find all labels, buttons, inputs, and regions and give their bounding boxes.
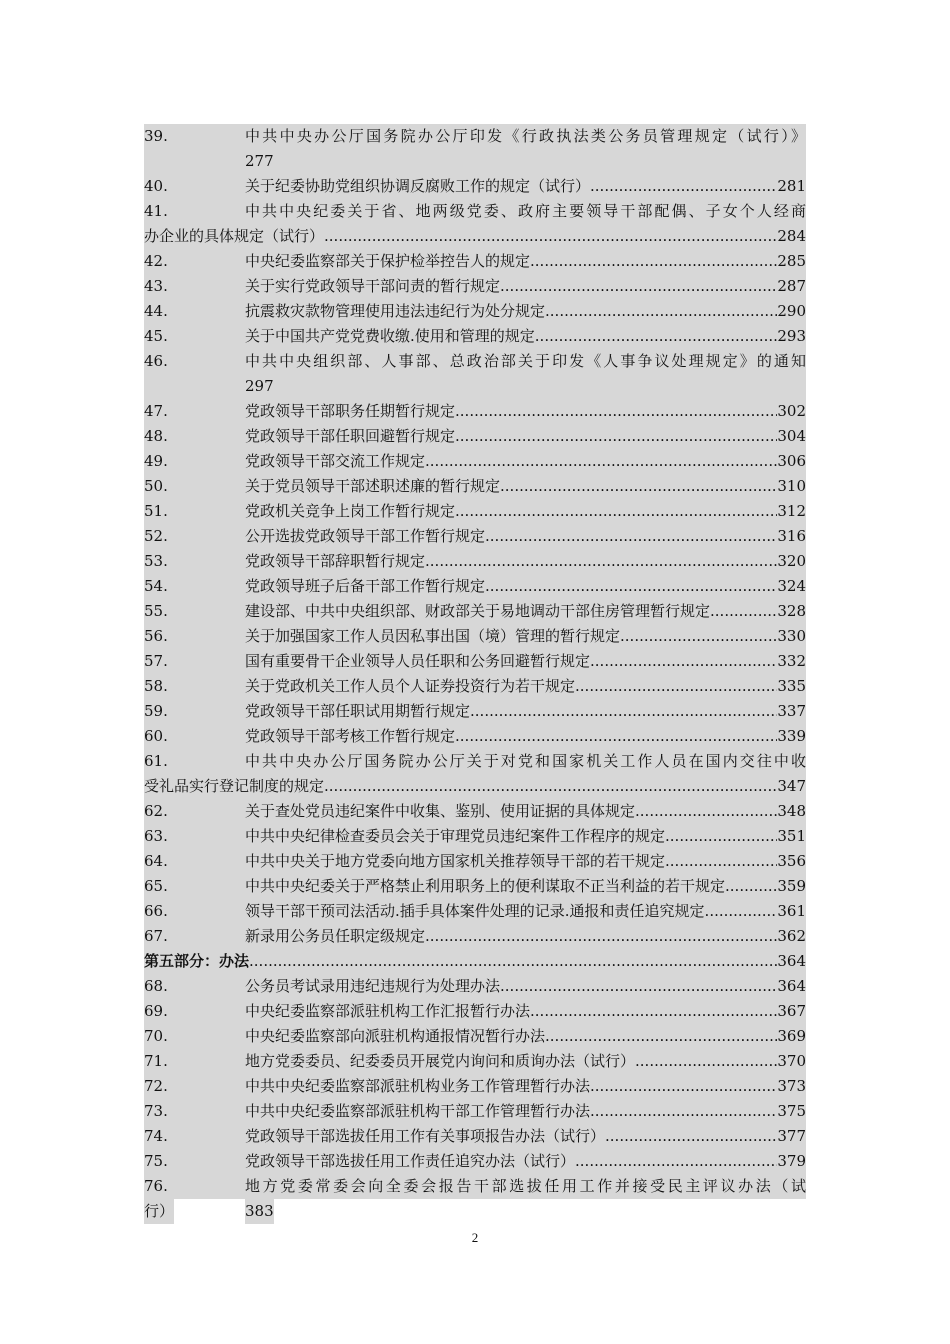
- toc-entry: [144, 1149, 806, 1174]
- toc-title: 关于党政机关工作人员个人证券投资行为若干规定: [245, 677, 576, 695]
- toc-title: 党政领导干部任职试用期暂行规定: [245, 702, 471, 720]
- toc-leader-dots: [530, 249, 777, 274]
- toc-entry: [144, 324, 806, 349]
- toc-page-number: 297: [245, 377, 274, 395]
- toc-entry: [144, 899, 806, 924]
- toc-entry-text: [245, 849, 806, 874]
- toc-number: 39.: [144, 127, 168, 145]
- toc-title: 中共中央关于地方党委向地方国家机关推荐领导干部的若干规定: [245, 852, 666, 870]
- toc-leader-dots: [425, 924, 777, 949]
- toc-entry-text: [245, 524, 806, 549]
- toc-page-number: 367: [777, 1002, 806, 1020]
- toc-number: 67.: [144, 927, 168, 945]
- toc-page-number: 364: [777, 977, 806, 995]
- toc-entry-text: [245, 324, 806, 349]
- toc-leader-dots: [324, 224, 777, 249]
- toc-title: 国有重要骨干企业领导人员任职和公务回避暂行规定: [245, 652, 591, 670]
- toc-title: 抗震救灾款物管理使用违法违纪行为处分规定: [245, 302, 546, 320]
- toc-title: 地方党委委员、纪委委员开展党内询问和质询办法（试行）: [245, 1052, 636, 1070]
- toc-leader-dots: [590, 1099, 777, 1124]
- toc-entry: [144, 174, 806, 199]
- toc-number: 71.: [144, 1052, 168, 1070]
- toc-leader-dots: [425, 449, 777, 474]
- toc-entry-text: [245, 249, 806, 274]
- toc-page-number: 373: [777, 1077, 806, 1095]
- toc-title: 中央纪委监察部派驻机构工作汇报暂行办法: [245, 1002, 531, 1020]
- toc-number: 75.: [144, 1152, 168, 1170]
- toc-page-number: 293: [777, 327, 806, 345]
- toc-entry-text: [245, 149, 806, 174]
- toc-entry-text: [245, 724, 806, 749]
- toc-entry: [144, 299, 806, 324]
- toc-page-number: 375: [777, 1102, 806, 1120]
- toc-page-number: 306: [777, 452, 806, 470]
- toc-page-number: 277: [245, 152, 274, 170]
- toc-entry-text: [245, 424, 806, 449]
- toc-title: 党政领导班子后备干部工作暂行规定: [245, 577, 486, 595]
- toc-leader-dots: [545, 299, 777, 324]
- toc-title: 党政领导干部职务任期暂行规定: [245, 402, 456, 420]
- toc-entry: [144, 799, 806, 824]
- toc-section: [144, 949, 806, 974]
- toc-entry-text: [245, 1199, 274, 1224]
- toc-entry: [144, 649, 806, 674]
- toc-page-number: 320: [777, 552, 806, 570]
- toc-number: 52.: [144, 527, 168, 545]
- toc-page-number: 339: [777, 727, 806, 745]
- toc-entry-text: [245, 649, 806, 674]
- toc-title: 党政领导干部辞职暂行规定: [245, 552, 426, 570]
- toc-leader-dots: [500, 974, 777, 999]
- toc-entry-text: [245, 749, 806, 774]
- toc-title: 中央纪委监察部向派驻机构通报情况暂行办法: [245, 1027, 546, 1045]
- toc-leader-dots: [705, 899, 778, 924]
- toc-title: 领导干部干预司法活动.插手具体案件处理的记录.通报和责任追究规定: [245, 902, 705, 920]
- toc-entry-text: [245, 599, 806, 624]
- toc-entry: [144, 524, 806, 549]
- toc-title: 中共中央纪委关于省、地两级党委、政府主要领导干部配偶、子女个人经商: [245, 202, 806, 220]
- toc-leader-dots: [455, 424, 777, 449]
- toc-number: 47.: [144, 402, 168, 420]
- toc-page-number: 348: [777, 802, 806, 820]
- toc-title: 第五部分：办法: [144, 952, 250, 970]
- toc-leader-dots: [605, 1124, 777, 1149]
- toc-entry-text: [245, 974, 806, 999]
- toc-entry: [144, 274, 806, 299]
- toc-leader-dots: [725, 874, 777, 899]
- toc-page-number: 332: [777, 652, 806, 670]
- toc-number: 51.: [144, 502, 168, 520]
- toc-number: 64.: [144, 852, 168, 870]
- table-of-contents: [144, 124, 806, 1224]
- page-number: 2: [471, 1230, 479, 1245]
- toc-entry-text: [245, 824, 806, 849]
- toc-title-continuation: 办企业的具体规定（试行）: [144, 227, 325, 245]
- toc-entry: [144, 974, 806, 999]
- toc-leader-dots: [535, 324, 778, 349]
- toc-entry-text: [245, 874, 806, 899]
- toc-entry-text: [245, 449, 806, 474]
- toc-leader-dots: [575, 1149, 777, 1174]
- toc-number: 74.: [144, 1127, 168, 1145]
- toc-page-number: 369: [777, 1027, 806, 1045]
- toc-title: 党政机关竞争上岗工作暂行规定: [245, 502, 456, 520]
- toc-leader-dots: [485, 574, 777, 599]
- toc-entry-text: [245, 1124, 806, 1149]
- toc-page-number: 328: [777, 602, 806, 620]
- toc-title: 建设部、中共中央组织部、财政部关于易地调动干部住房管理暂行规定: [245, 602, 711, 620]
- toc-entry-text: [245, 549, 806, 574]
- toc-entry: [144, 549, 806, 574]
- toc-title: 党政领导干部考核工作暂行规定: [245, 727, 456, 745]
- toc-number: 58.: [144, 677, 168, 695]
- toc-leader-dots: [635, 1049, 777, 1074]
- toc-entry-text: [245, 399, 806, 424]
- toc-title: 关于中国共产党党费收缴.使用和管理的规定: [245, 327, 535, 345]
- toc-entry: [144, 824, 806, 849]
- toc-page-number: 281: [777, 177, 806, 195]
- toc-leader-dots: [324, 774, 777, 799]
- toc-leader-dots: [455, 399, 777, 424]
- toc-title: 关于查处党员违纪案件中收集、鉴别、使用证据的具体规定: [245, 802, 636, 820]
- toc-page-number: 316: [777, 527, 806, 545]
- toc-title: 中共中央纪委监察部派驻机构干部工作管理暂行办法: [245, 1102, 591, 1120]
- toc-page-number: 370: [777, 1052, 806, 1070]
- toc-page-number: 361: [777, 902, 806, 920]
- toc-page-number: 310: [777, 477, 806, 495]
- toc-title: 关于纪委协助党组织协调反腐败工作的规定（试行）: [245, 177, 591, 195]
- toc-entry-text: [245, 699, 806, 724]
- toc-entry: [144, 1124, 806, 1149]
- toc-leader-dots: [470, 699, 777, 724]
- toc-number: 50.: [144, 477, 168, 495]
- toc-leader-dots: [425, 549, 777, 574]
- toc-title: 党政领导干部交流工作规定: [245, 452, 426, 470]
- toc-number: 42.: [144, 252, 168, 270]
- toc-entry: [144, 674, 806, 699]
- toc-entry: [144, 724, 806, 749]
- toc-entry-text: [245, 349, 806, 374]
- toc-entry: [144, 124, 806, 149]
- toc-title: 地方党委常委会向全委会报告干部选拔任用工作并接受民主评议办法（试: [245, 1177, 806, 1195]
- toc-entry-continuation: [144, 374, 806, 399]
- toc-page-number: 312: [777, 502, 806, 520]
- toc-number: 54.: [144, 577, 168, 595]
- toc-leader-dots: [249, 949, 777, 974]
- toc-number: 48.: [144, 427, 168, 445]
- toc-number: 61.: [144, 752, 168, 770]
- toc-leader-dots: [455, 724, 777, 749]
- toc-entry: [144, 874, 806, 899]
- toc-leader-dots: [590, 649, 777, 674]
- toc-entry-continuation: [144, 1199, 806, 1224]
- toc-page-number: 285: [777, 252, 806, 270]
- toc-leader-dots: [575, 674, 777, 699]
- toc-entry-text: [245, 499, 806, 524]
- toc-title: 中共中央纪律检查委员会关于审理党员违纪案件工作程序的规定: [245, 827, 666, 845]
- toc-entry: [144, 474, 806, 499]
- toc-leader-dots: [530, 999, 777, 1024]
- toc-number: 55.: [144, 602, 168, 620]
- toc-entry-text: [144, 774, 806, 799]
- toc-entry: [144, 424, 806, 449]
- toc-entry-text: [245, 374, 806, 399]
- toc-entry: [144, 399, 806, 424]
- toc-leader-dots: [455, 499, 777, 524]
- toc-page-number: 383: [245, 1202, 274, 1220]
- toc-leader-dots: [590, 1074, 777, 1099]
- toc-number: 43.: [144, 277, 168, 295]
- toc-entry-text: [245, 799, 806, 824]
- toc-entry: [144, 199, 806, 224]
- toc-number: 70.: [144, 1027, 168, 1045]
- toc-number: 68.: [144, 977, 168, 995]
- toc-leader-dots: [635, 799, 777, 824]
- toc-entry-text: [245, 999, 806, 1024]
- toc-entry: [144, 924, 806, 949]
- toc-page-number: 284: [777, 227, 806, 245]
- toc-title: 中共中央纪委关于严格禁止利用职务上的便利谋取不正当利益的若干规定: [245, 877, 726, 895]
- toc-title: 党政领导干部选拔任用工作有关事项报告办法（试行）: [245, 1127, 606, 1145]
- toc-number: 60.: [144, 727, 168, 745]
- toc-title: 中央纪委监察部关于保护检举控告人的规定: [245, 252, 531, 270]
- toc-number: 65.: [144, 877, 168, 895]
- toc-page-number: 379: [777, 1152, 806, 1170]
- toc-entry-text: [245, 1074, 806, 1099]
- toc-entry-text: [144, 949, 806, 974]
- toc-title: 中共中央办公厅国务院办公厅印发《行政执法类公务员管理规定（试行）》: [245, 127, 806, 145]
- toc-number: 57.: [144, 652, 168, 670]
- toc-leader-dots: [665, 849, 777, 874]
- toc-entry: [144, 1099, 806, 1124]
- toc-page-number: 359: [777, 877, 806, 895]
- toc-entry: [144, 749, 806, 774]
- toc-number: 66.: [144, 902, 168, 920]
- toc-entry-text: [245, 574, 806, 599]
- toc-page-number: 324: [777, 577, 806, 595]
- toc-page-number: 377: [777, 1127, 806, 1145]
- toc-entry-text: [245, 1174, 806, 1199]
- toc-number: 62.: [144, 802, 168, 820]
- toc-entry: [144, 699, 806, 724]
- toc-entry-text: [245, 199, 806, 224]
- toc-entry: [144, 999, 806, 1024]
- toc-number: 53.: [144, 552, 168, 570]
- toc-title: 新录用公务员任职定级规定: [245, 927, 426, 945]
- toc-entry-text: [245, 1099, 806, 1124]
- toc-leader-dots: [620, 624, 777, 649]
- toc-entry: [144, 249, 806, 274]
- toc-number: 49.: [144, 452, 168, 470]
- toc-entry-text: [245, 624, 806, 649]
- toc-page-number: 351: [777, 827, 806, 845]
- toc-title: 中共中央办公厅国务院办公厅关于对党和国家机关工作人员在国内交往中收: [245, 752, 806, 770]
- toc-number: 56.: [144, 627, 168, 645]
- toc-entry-text: [245, 274, 806, 299]
- toc-page-number: 304: [777, 427, 806, 445]
- toc-page-number: 347: [777, 777, 806, 795]
- toc-entry: [144, 599, 806, 624]
- toc-entry: [144, 1074, 806, 1099]
- toc-page-number: 302: [777, 402, 806, 420]
- toc-leader-dots: [500, 274, 777, 299]
- toc-number: 73.: [144, 1102, 168, 1120]
- toc-entry: [144, 1049, 806, 1074]
- toc-leader-dots: [665, 824, 777, 849]
- toc-title: 关于加强国家工作人员因私事出国（境）管理的暂行规定: [245, 627, 621, 645]
- toc-leader-dots: [500, 474, 777, 499]
- toc-entry-text: [245, 299, 806, 324]
- toc-entry: [144, 574, 806, 599]
- toc-leader-dots: [545, 1024, 777, 1049]
- toc-number: 63.: [144, 827, 168, 845]
- toc-page-number: 335: [777, 677, 806, 695]
- toc-entry-text: [245, 899, 806, 924]
- toc-entry-text: [245, 124, 806, 149]
- toc-page-number: 287: [777, 277, 806, 295]
- toc-entry-text: [245, 474, 806, 499]
- toc-entry-continuation: [144, 224, 806, 249]
- toc-title: 关于党员领导干部述职述廉的暂行规定: [245, 477, 501, 495]
- toc-number: 72.: [144, 1077, 168, 1095]
- toc-entry-continuation: [144, 774, 806, 799]
- toc-number: 69.: [144, 1002, 168, 1020]
- toc-entry: [144, 349, 806, 374]
- toc-entry: [144, 1174, 806, 1199]
- toc-leader-dots: [485, 524, 777, 549]
- toc-title: 公开选拔党政领导干部工作暂行规定: [245, 527, 486, 545]
- toc-title: 党政领导干部任职回避暂行规定: [245, 427, 456, 445]
- toc-title: 公务员考试录用违纪违规行为处理办法: [245, 977, 501, 995]
- toc-number: 41.: [144, 202, 168, 220]
- toc-entry: [144, 499, 806, 524]
- toc-number: 59.: [144, 702, 168, 720]
- toc-entry-text: [245, 1049, 806, 1074]
- toc-number: 76.: [144, 1177, 168, 1195]
- toc-entry-text: [245, 174, 806, 199]
- toc-entry-continuation: [144, 149, 806, 174]
- toc-page-number: 330: [777, 627, 806, 645]
- toc-entry: [144, 624, 806, 649]
- toc-leader-dots: [590, 174, 777, 199]
- toc-number: 45.: [144, 327, 168, 345]
- toc-entry-text: [245, 1149, 806, 1174]
- toc-leader-dots: [710, 599, 777, 624]
- toc-title-continuation: 受礼品实行登记制度的规定: [144, 777, 325, 795]
- toc-entry-text: [245, 674, 806, 699]
- toc-title-continuation: 行）: [144, 1199, 174, 1224]
- toc-entry-text: [245, 924, 806, 949]
- toc-title: 中共中央纪委监察部派驻机构业务工作管理暂行办法: [245, 1077, 591, 1095]
- toc-page-number: 290: [777, 302, 806, 320]
- toc-number: 46.: [144, 352, 168, 370]
- toc-number: 40.: [144, 177, 168, 195]
- toc-entry-text: [144, 224, 806, 249]
- toc-page-number: 362: [777, 927, 806, 945]
- toc-entry: [144, 1024, 806, 1049]
- toc-title: 党政领导干部选拔任用工作责任追究办法（试行）: [245, 1152, 576, 1170]
- toc-number: 44.: [144, 302, 168, 320]
- toc-page-number: 337: [777, 702, 806, 720]
- toc-entry: [144, 849, 806, 874]
- toc-title: 中共中央组织部、人事部、总政治部关于印发《人事争议处理规定》的通知: [245, 352, 806, 370]
- toc-page-number: 356: [777, 852, 806, 870]
- toc-entry: [144, 449, 806, 474]
- toc-entry-text: [245, 1024, 806, 1049]
- toc-page-number: 364: [777, 952, 806, 970]
- toc-title: 关于实行党政领导干部问责的暂行规定: [245, 277, 501, 295]
